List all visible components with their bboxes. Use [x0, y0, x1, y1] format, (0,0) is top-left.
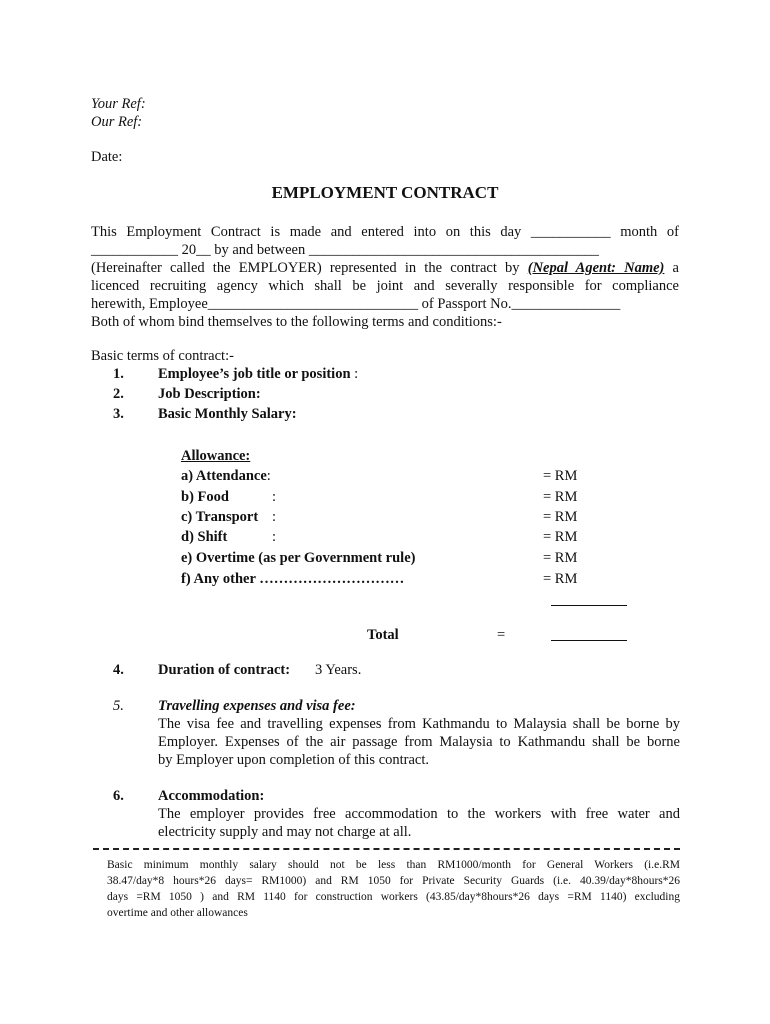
intro-line-3 [91, 259, 679, 277]
footnote-line-2: 38.47/day*8 hours*26 days= RM1000) and RM 1050 for Private Security Guards (i.e. 40.39/day*8hours*26 [107, 875, 680, 887]
our-ref: Our Ref: [91, 114, 143, 130]
section-6-line-2: electricity supply and may not charge at all. [158, 824, 412, 840]
allowance-value: = RM [543, 529, 578, 545]
term-1-colon: : [350, 366, 359, 382]
term-1-job-title [158, 365, 358, 383]
total-blank-line [551, 640, 627, 641]
allowance-value: = RM [543, 571, 578, 587]
allowance-colon: : [272, 529, 277, 545]
your-ref: Your Ref: [91, 96, 146, 112]
intro-line-6: Both of whom bind themselves to the following terms and conditions:- [91, 314, 502, 330]
intro-line-1: This Employment Contract is made and entered into on this day ___________ month of [91, 224, 679, 240]
intro-line-5: herewith, Employee_____________________________ of Passport No._______________ [91, 296, 621, 312]
intro-line-4: licenced recruiting agency which shall be joint and severally responsible for compliance [91, 278, 679, 294]
section-5-travelling-expenses [158, 697, 680, 769]
footnote-separator [93, 848, 680, 850]
allowance-row-transport: c) Transport [181, 509, 259, 525]
allowance-colon: : [266, 468, 271, 484]
allowance-label: a) Attendance [181, 468, 267, 484]
section-6-number: 6. [113, 788, 124, 804]
intro-line-2: ____________ 20__ by and between ________________________________________ [91, 242, 599, 258]
allowance-value: = RM [543, 509, 578, 525]
footnote-line-1: Basic minimum monthly salary should not be less than RM1000/month for General Workers (i.e.RM [107, 859, 680, 871]
footnote-line-3: days =RM 1050 ) and RM 1140 for construction workers (43.85/day*8hours*26 days =RM 1140) excluding [107, 891, 680, 903]
allowance-row-food: b) Food [181, 489, 229, 505]
section-5-line-2: Employer. Expenses of the air passage from Malaysia to Kathmandu shall be borne [158, 734, 680, 750]
section-4-duration-label: Duration of contract: [158, 662, 291, 678]
allowance-colon: : [272, 509, 277, 525]
allowance-row-attendance [181, 467, 271, 485]
footnote [107, 857, 680, 921]
term-2-job-description: Job Description: [158, 386, 261, 402]
term-2-number: 2. [113, 386, 124, 402]
allowance-heading: Allowance: [181, 448, 251, 464]
intro-line-3-end: a [664, 260, 679, 276]
section-4-number: 4. [113, 662, 124, 678]
intro-line-3-text: (Hereinafter called the EMPLOYER) represented in the contract by [91, 260, 528, 276]
section-4-duration-value: 3 Years. [315, 662, 362, 678]
allowance-row-any-other: f) Any other ………………………… [181, 571, 405, 587]
allowance-row-overtime: e) Overtime (as per Government rule) [181, 550, 416, 566]
allowance-value: = RM [543, 468, 578, 484]
allowance-row-shift: d) Shift [181, 529, 228, 545]
term-3-basic-salary: Basic Monthly Salary: [158, 406, 297, 422]
allowance-value: = RM [543, 550, 578, 566]
nepal-agent-name: (Nepal Agent: Name) [527, 260, 665, 276]
section-5-line-3: by Employer upon completion of this contract. [158, 752, 430, 768]
document-title: EMPLOYMENT CONTRACT [271, 183, 499, 202]
section-6-line-1: The employer provides free accommodation to the workers with free water and [158, 806, 680, 822]
section-5-number: 5. [113, 698, 124, 714]
section-5-heading: Travelling expenses and visa fee: [158, 698, 356, 714]
allowance-colon: : [272, 489, 277, 505]
total-label: Total [367, 627, 399, 643]
footnote-line-4: overtime and other allowances [107, 907, 248, 919]
total-equals: = [497, 627, 506, 643]
term-1-number: 1. [113, 366, 124, 382]
allowance-value: = RM [543, 489, 578, 505]
subtotal-blank-line [551, 605, 627, 606]
date-label: Date: [91, 149, 123, 165]
section-6-accommodation [158, 787, 680, 841]
term-3-number: 3. [113, 406, 124, 422]
section-5-line-1: The visa fee and travelling expenses from Kathmandu to Malaysia shall be borne by [158, 716, 680, 732]
section-6-heading: Accommodation: [158, 788, 265, 804]
term-1-label: Employee’s job title or position [158, 366, 351, 382]
intro-paragraph [91, 223, 679, 331]
basic-terms-heading: Basic terms of contract:- [91, 348, 234, 364]
